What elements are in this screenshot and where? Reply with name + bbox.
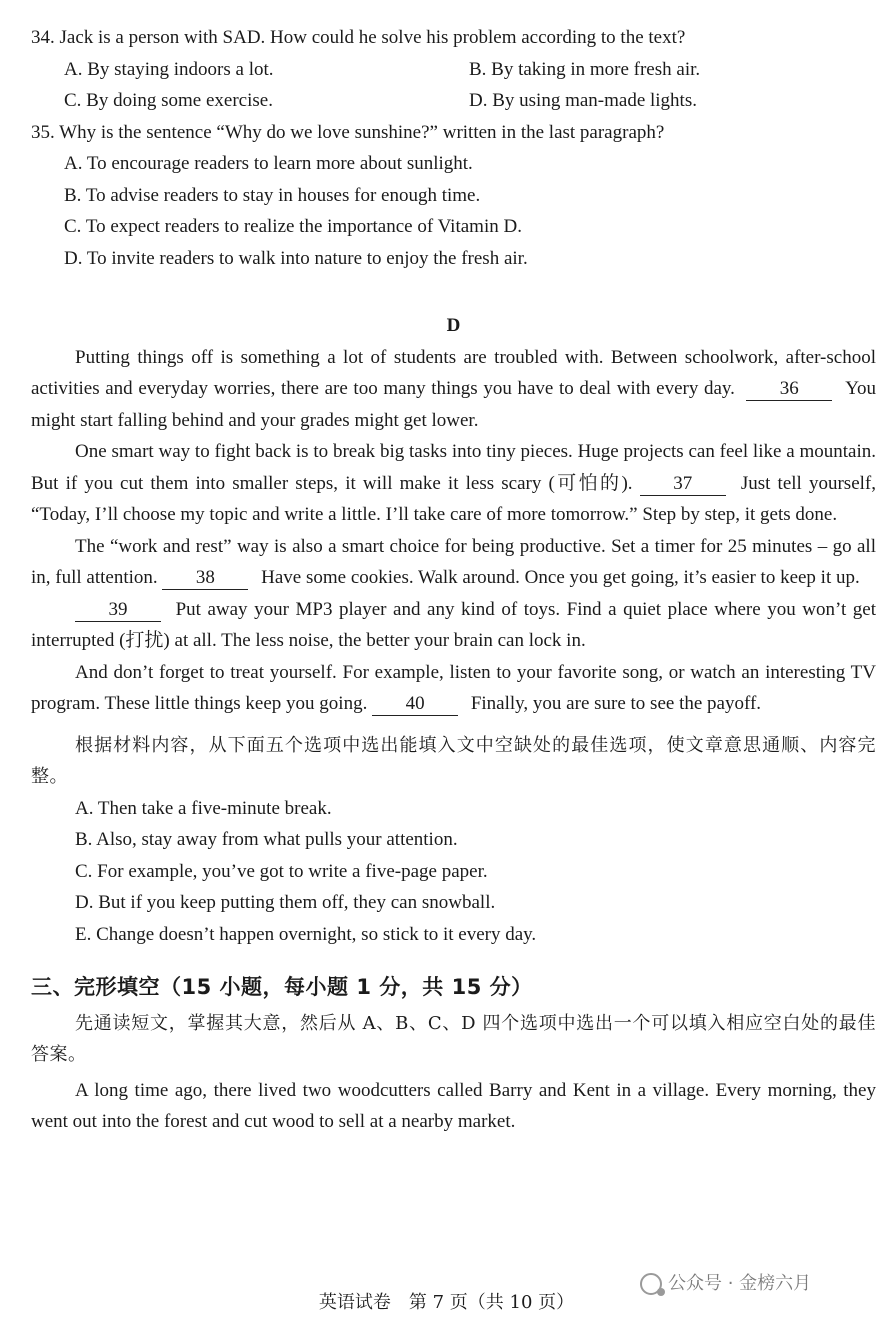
question-35-options xyxy=(31,148,876,274)
blank-38: 38 xyxy=(162,567,248,590)
watermark-text: 公众号 · 金榜六月 xyxy=(668,1273,812,1295)
section-d-title: D xyxy=(446,315,461,336)
part-3-instruction: 先通读短文，掌握其大意，然后从 A、B、C、D 四个选项中选出一个可以填入相应空白处的最佳答案。 xyxy=(31,1012,876,1065)
q34-option-a: A. By staying indoors a lot. xyxy=(64,58,274,80)
passage-paragraph-3: The “work and rest” way is also a smart choice for being productive. Set a timer for 25 minutes – go all in, full attention. 38 Have some cookies. Walk around. Once you get going, it’s easier to keep it up. xyxy=(31,535,876,588)
q34-option-d: D. By using man-made lights. xyxy=(469,90,697,111)
cloze-passage-start: A long time ago, there lived two woodcutters called Barry and Kent in a village. Every morning, they went out into the forest and cut wood to sell at a nearby market. xyxy=(31,1079,876,1132)
blank-36: 36 xyxy=(746,378,832,401)
page-footer: 英语试卷 第 7 页（共 10 页） xyxy=(318,1292,575,1313)
section-d-instruction: 根据材料内容，从下面五个选项中选出能填入文中空缺处的最佳选项，使文章意思通顺、内容完整。 xyxy=(31,734,876,787)
choice-b: B. Also, stay away from what pulls your attention. xyxy=(75,829,458,850)
choice-e: E. Change doesn’t happen overnight, so stick to it every day. xyxy=(75,923,537,945)
passage-paragraph-5: And don’t forget to treat yourself. For example, listen to your favorite song, or watch an interesting TV program. These little things keep you going. 40 Finally, you are sure to see the payoff. xyxy=(31,661,876,714)
blank-40: 40 xyxy=(372,693,458,716)
choice-a: A. Then take a five-minute break. xyxy=(75,797,332,819)
passage-paragraph-1: Putting things off is something a lot of students are troubled with. Between schoolwork, after-school activities and everyday worries, there are too many things you have to deal with every day. 36 You might start falling behind and your grades might get lower. xyxy=(31,346,877,431)
question-34-options xyxy=(31,54,876,117)
q35-option-a: A. To encourage readers to learn more about sunlight. xyxy=(64,153,473,174)
q35-option-b: B. To advise readers to stay in houses for enough time. xyxy=(64,184,481,206)
passage-paragraph-2: One smart way to fight back is to break big tasks into tiny pieces. Huge projects can feel like a mountain. But if you cut them into smaller steps, it will make it less scary (可怕的). 37 Just tell yourself, “Today, I’ll choose my topic and write a little. I’ll take care of more tomorrow.” Step by step, it gets done. xyxy=(31,441,876,525)
q35-option-d: D. To invite readers to walk into nature to enjoy the fresh air. xyxy=(64,247,528,269)
exam-page xyxy=(31,22,876,1138)
choice-c: C. For example, you’ve got to write a five-page paper. xyxy=(75,860,488,882)
section-d-choices xyxy=(31,793,876,951)
blank-39: 39 xyxy=(75,599,161,622)
choice-d: D. But if you keep putting them off, they can snowball. xyxy=(75,892,496,913)
q34-option-b: B. By taking in more fresh air. xyxy=(469,58,701,80)
part-3-title: 三、完形填空（15 小题，每小题 1 分，共 15 分） xyxy=(31,975,533,999)
question-34-stem: 34. Jack is a person with SAD. How could he solve his problem according to the text? xyxy=(31,27,686,48)
q35-option-c: C. To expect readers to realize the importance of Vitamin D. xyxy=(64,216,522,237)
blank-37: 37 xyxy=(640,473,726,496)
q34-option-c: C. By doing some exercise. xyxy=(64,90,273,111)
passage-paragraph-4: 39 Put away your MP3 player and any kind of toys. Find a quiet place where you won’t get interrupted (打扰) at all. The less noise, the better your brain can lock in. xyxy=(31,598,877,651)
question-35-stem: 35. Why is the sentence “Why do we love sunshine?” written in the last paragraph? xyxy=(31,121,665,143)
